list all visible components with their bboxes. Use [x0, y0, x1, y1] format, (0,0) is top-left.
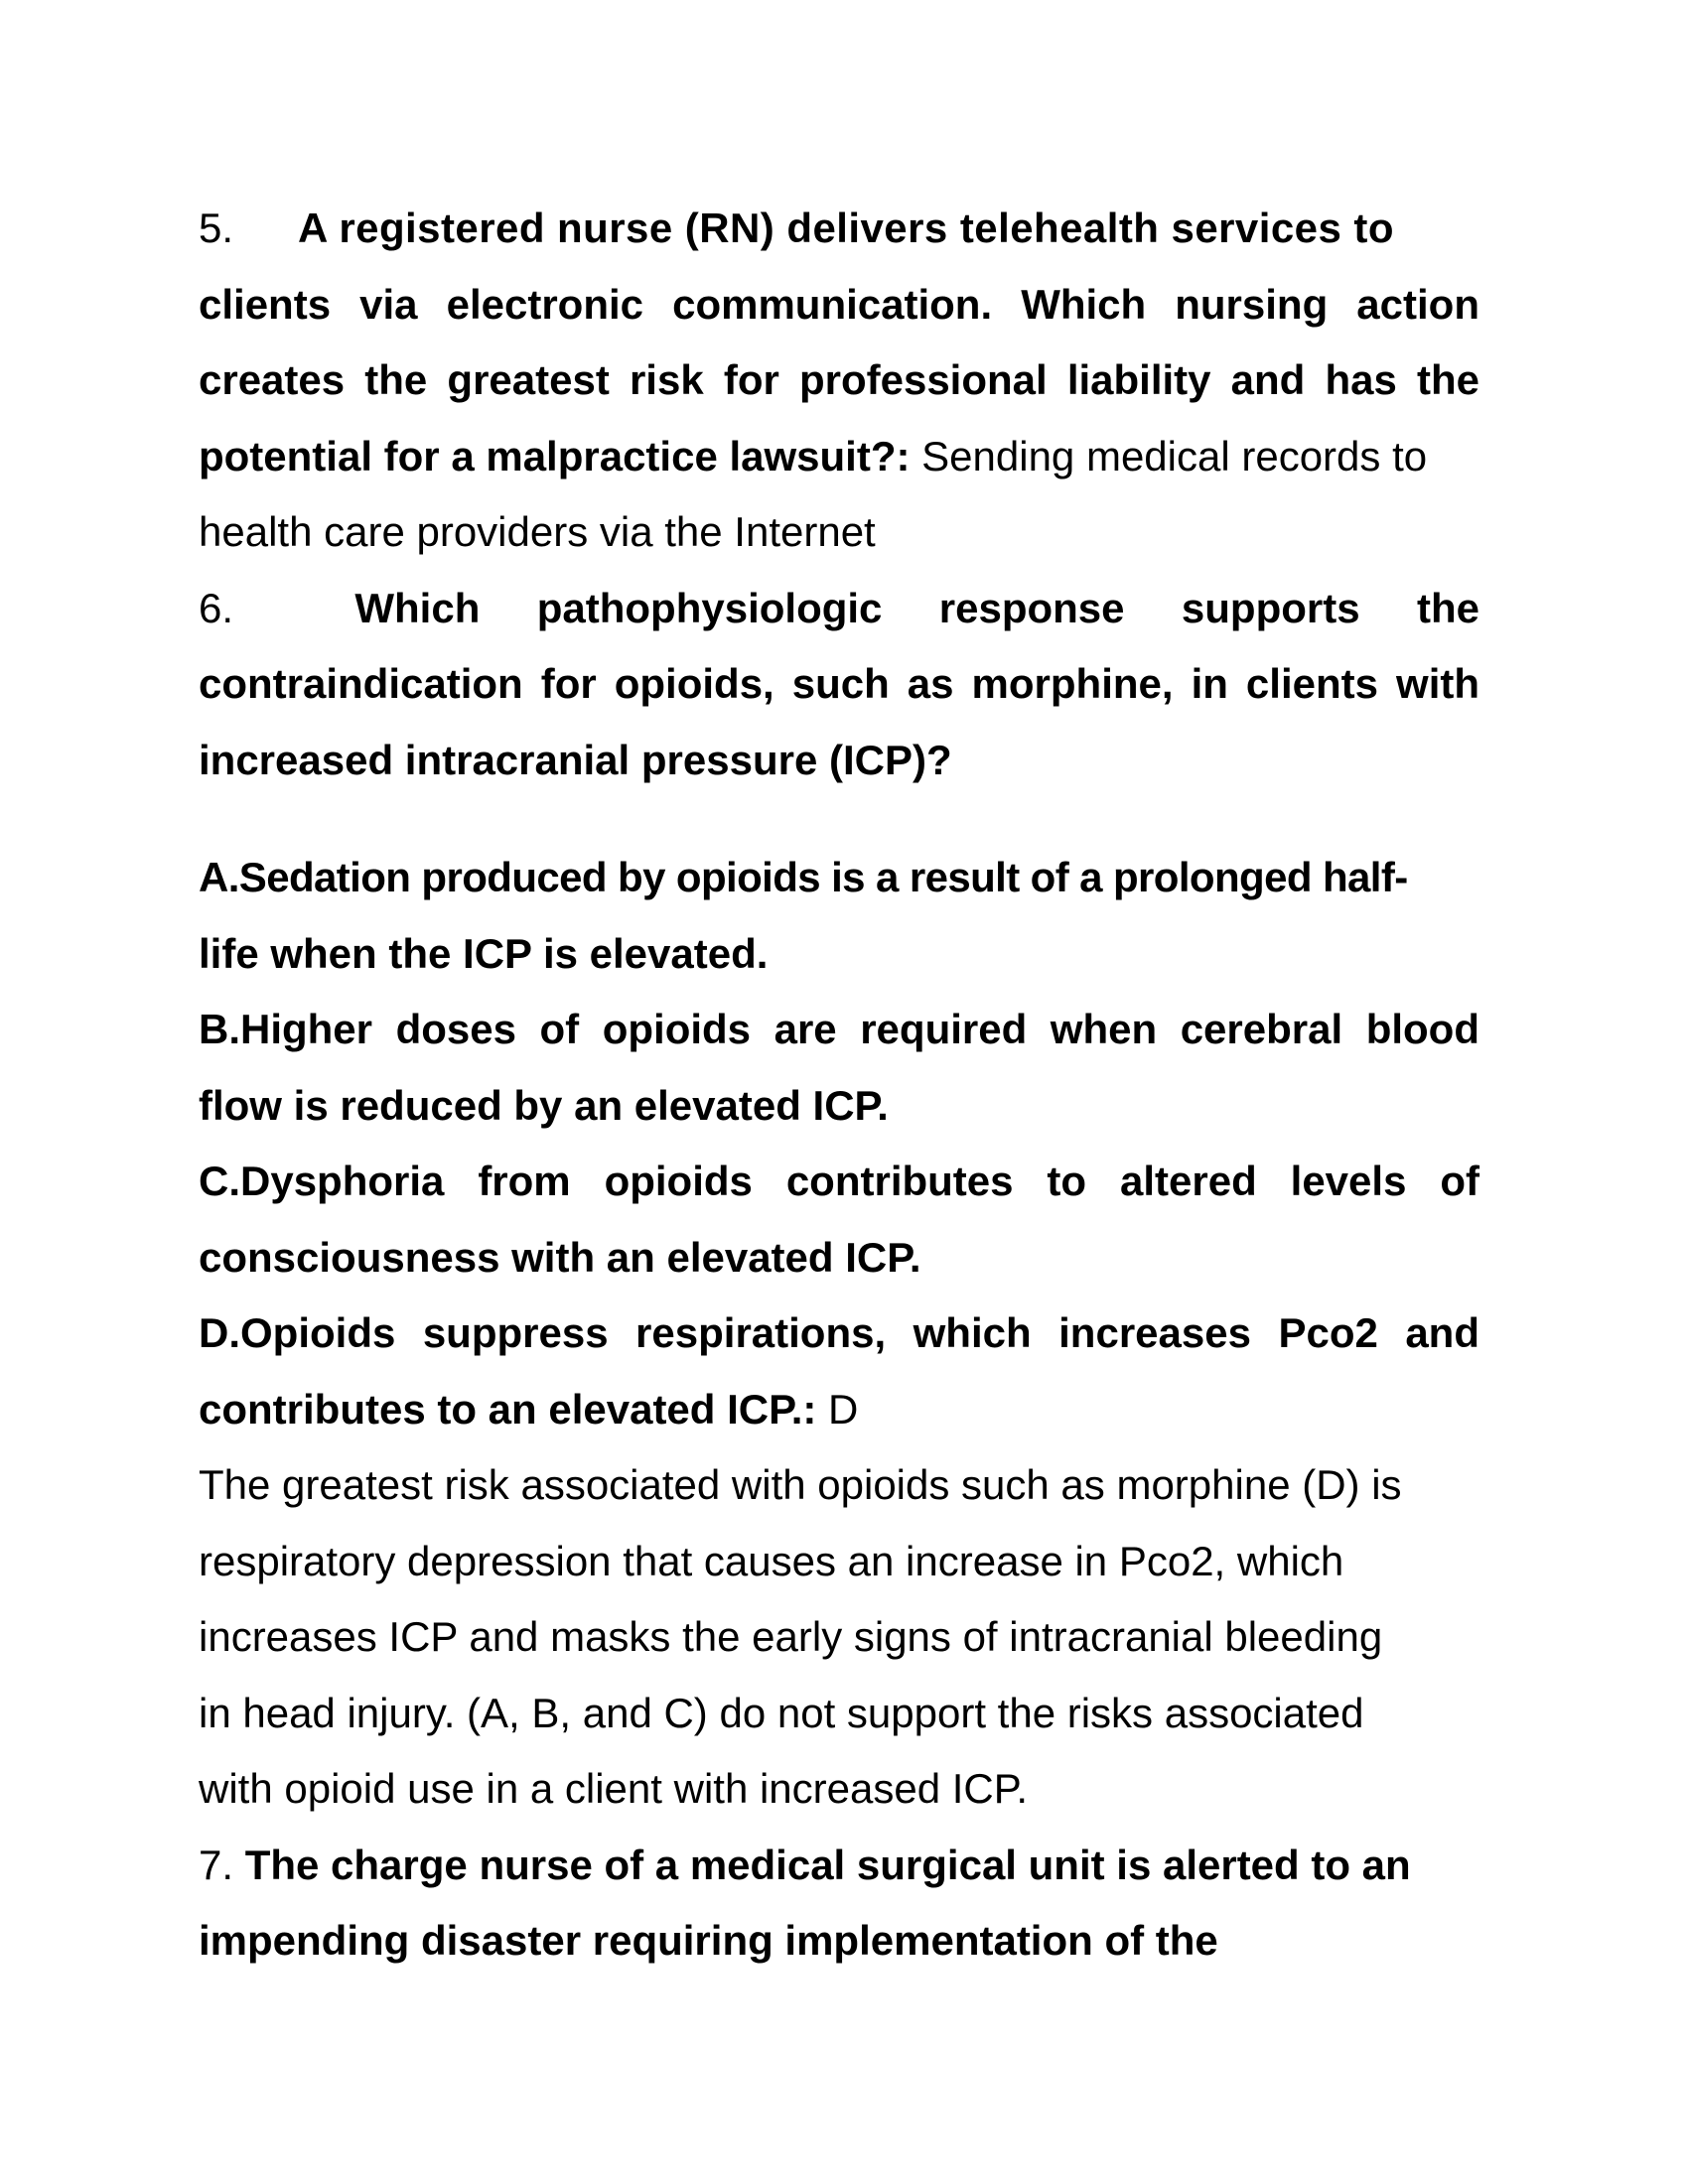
q6-option-b-line-1: B.Higher doses of opioids are required when cerebral blood	[199, 1006, 1479, 1052]
q7-line-2: impending disaster requiring implementation of the	[199, 1917, 1218, 1964]
q5-question-end: potential for a malpractice lawsuit?:	[199, 432, 911, 479]
q6-option-d-line-2	[199, 1372, 1479, 1448]
q6-rationale-line: increases ICP and masks the early signs of intracranial bleeding	[199, 1613, 1383, 1660]
question-7	[199, 1828, 1479, 1979]
question-number: 6.	[199, 584, 234, 631]
q6-rationale-line: in head injury. (A, B, and C) do not support the risks associated	[199, 1689, 1364, 1736]
q5-line-4	[199, 419, 1479, 495]
question-number: 5.	[199, 205, 234, 251]
q5-line-2: clients via electronic communication. Which nursing action	[199, 280, 1479, 328]
q5-question-text: A registered nurse (RN) delivers telehealth services to	[298, 205, 1394, 251]
q6-line-2: contraindication for opioids, such as morphine, in clients with	[199, 660, 1479, 707]
document-body	[199, 191, 1479, 1979]
q7-question-text: The charge nurse of a medical surgical unit is alerted to an	[233, 1841, 1411, 1888]
q6-line-3: increased intracranial pressure (ICP)?	[199, 736, 952, 783]
q6-option-d-line-1: D.Opioids suppress respirations, which increases Pco2 and	[199, 1309, 1479, 1356]
q5-answer-line-2: health care providers via the Internet	[199, 508, 876, 555]
q5-answer: Sending medical records to	[910, 432, 1428, 479]
q6-option-a-line-2: life when the ICP is elevated.	[199, 929, 769, 977]
q6-rationale-line: The greatest risk associated with opioids such as morphine (D) is	[199, 1461, 1402, 1508]
question-5	[199, 191, 1479, 571]
q6-option-b-line-2: flow is reduced by an elevated ICP.	[199, 1081, 889, 1129]
q7-line-1	[199, 1828, 1479, 1904]
q6-answer: D	[816, 1385, 859, 1433]
q6-line-1	[199, 571, 1479, 647]
spacer	[199, 798, 1479, 840]
q6-option-a-line-1: A.Sedation produced by opioids is a result of a prolonged half-	[199, 854, 1408, 900]
q6-option-c-line-2: consciousness with an elevated ICP.	[199, 1233, 921, 1281]
q6-option-c-line-1: C.Dysphoria from opioids contributes to altered levels of	[199, 1158, 1479, 1204]
q6-word: pathophysiologic	[536, 584, 883, 631]
q5-line-1	[199, 191, 1479, 267]
q6-rationale-line: respiratory depression that causes an increase in Pco2, which	[199, 1537, 1344, 1584]
q6-word: Which	[354, 584, 481, 631]
q6-word: supports	[1181, 584, 1360, 631]
q6-option-d-text-end: contributes to an elevated ICP.:	[199, 1385, 817, 1433]
q6-word: response	[938, 584, 1125, 631]
question-number: 7.	[199, 1841, 234, 1888]
q5-line-3: creates the greatest risk for professional liability and has the	[199, 356, 1479, 403]
q6-word: the	[1416, 584, 1479, 631]
question-6	[199, 571, 1479, 1828]
q6-rationale-line: with opioid use in a client with increased ICP.	[199, 1765, 1029, 1812]
